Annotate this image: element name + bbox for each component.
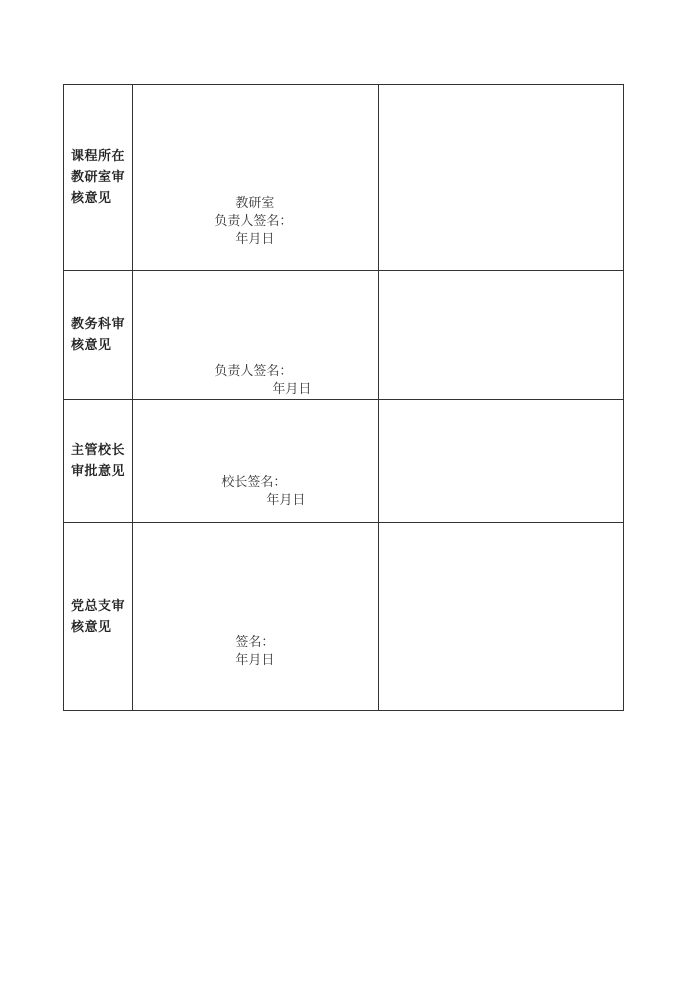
- row-party-branch-review: [64, 523, 624, 711]
- approval-form-table: [63, 84, 624, 711]
- opinion-cell[interactable]: [133, 400, 378, 523]
- signature-label: 负责人签名：: [214, 214, 293, 229]
- opinion-cell[interactable]: [133, 523, 378, 711]
- row-label: 主管校长审批意见: [71, 443, 126, 479]
- row-label-cell: [64, 400, 133, 523]
- opinion-cell[interactable]: [133, 85, 378, 271]
- row-academic-affairs-review: [64, 271, 624, 400]
- signature-label: 校长签名：: [221, 475, 287, 490]
- row-label: 课程所在教研室审核意见: [71, 149, 126, 206]
- signature-label: 负责人签名：: [214, 364, 293, 379]
- date-label: 年月日: [235, 232, 275, 247]
- row-teaching-office-review: [64, 85, 624, 271]
- date-label: 年月日: [272, 382, 312, 397]
- row-principal-approval: [64, 400, 624, 523]
- signature-label: 签名：: [235, 635, 275, 650]
- extra-cell[interactable]: [378, 271, 623, 400]
- opinion-cell[interactable]: [133, 271, 378, 400]
- extra-cell[interactable]: [378, 523, 623, 711]
- date-label: 年月日: [266, 493, 306, 508]
- department-label: 教研室: [235, 196, 275, 211]
- extra-cell[interactable]: [378, 400, 623, 523]
- row-label-cell: [64, 523, 133, 711]
- row-label: 党总支审核意见: [71, 598, 126, 635]
- row-label-cell: [64, 271, 133, 400]
- row-label-cell: [64, 85, 133, 271]
- extra-cell[interactable]: [378, 85, 623, 271]
- row-label: 教务科审核意见: [71, 317, 126, 353]
- date-label: 年月日: [235, 653, 275, 668]
